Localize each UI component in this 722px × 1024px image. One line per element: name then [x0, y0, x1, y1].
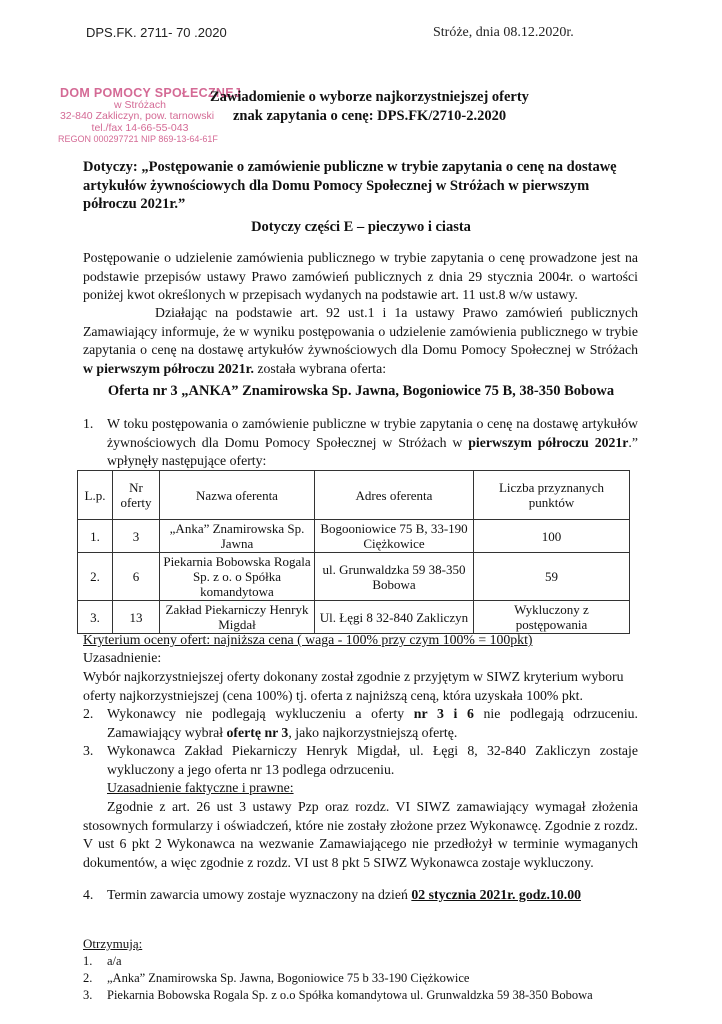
item-text: W toku postępowania o zamówienie publiczne w trybie zapytania o cenę na dostawę artykułów żywnościowych dla Domu Pomocy Społecznej w Stróżach w	[107, 416, 638, 450]
item-text: Wykonawca Zakład Piekarniczy Henryk Migdał, ul. Łęgi 8, 32-840 Zakliczyn zostaje wykluczony a jego oferta nr 13 podlega odrzuceniu.	[107, 743, 638, 777]
intro-p2-text: Działając na podstawie art. 92 ust.1 i 1a ustawy Prawo zamówień publicznych Zamawiający informuje, że w wyniku postępowania o udzielenie zamówienia publicznego w trybie zapytania o cenę na dostawę artykułów żywnościowych dla Domu Pomocy Społecznej w Stróżach	[83, 305, 638, 357]
header-offer-number: Nr oferty	[113, 471, 160, 520]
list-item-2	[83, 705, 638, 742]
cell-offer-number: 13	[113, 601, 160, 634]
table-row	[78, 520, 630, 553]
cell-lp: 3.	[78, 601, 113, 634]
item-text: Termin zawarcia umowy zostaje wyznaczony na dzień	[107, 887, 412, 902]
item-number: 1.	[83, 416, 94, 431]
cell-offer-number: 3	[113, 520, 160, 553]
recipient-number: 3.	[83, 988, 93, 1002]
stamp-line-4: tel./fax 14-66-55-043	[91, 121, 189, 134]
intro-p2-period: w pierwszym półroczu 2021r.	[83, 360, 254, 376]
recipient-text: Piekarnia Bobowska Rogala Sp. z o.o Spółka komandytowa ul. Grunwaldzka 59 38-350 Bobowa	[107, 988, 593, 1002]
inquiry-reference: znak zapytania o cenę: DPS.FK/2710-2.2020	[233, 108, 507, 124]
offers-table	[77, 470, 630, 634]
document-reference: DPS.FK. 2711- 70 .2020	[86, 25, 227, 40]
item-bold: ofertę nr 3	[226, 724, 289, 740]
recipient-item	[83, 971, 469, 986]
item-bold: nr 3 i 6	[413, 706, 474, 721]
cell-points: 59	[474, 553, 630, 601]
evaluation-criterion: Kryterium oceny ofert: najniższa cena ( waga - 100% przy czym 100% = 100pkt)	[83, 632, 533, 647]
item-bold: pierwszym półroczu 2021r	[468, 434, 629, 450]
recipient-text: „Anka” Znamirowska Sp. Jawna, Bogoniowice 75 b 33-190 Ciężkowice	[107, 971, 470, 985]
header-bidder-address: Adres oferenta	[315, 471, 474, 520]
header-bidder-name: Nazwa oferenta	[160, 471, 315, 520]
legal-justification-text: Zgodnie z art. 26 ust 3 ustawy Pzp oraz rozdz. VI SIWZ zamawiający wymagał złożenia stosownych formularzy i oświadczeń, które nie zostały złożone przez Wykonawcę. Zgodnie z rozdz. V ust 6 pkt 2 Wykonawca na wezwanie Zamawiającego nie przedłożył w terminie wymaganych dokumentów, a więc zgodnie z rozdz. VI ust 8 pkt 5 SIWZ Wykonawca zostaje wykluczony.	[83, 799, 638, 870]
stamp-line-2: w Stróżach	[114, 98, 166, 111]
header-points: Liczba przyznanych punktów	[474, 471, 630, 520]
intro-paragraph-2	[83, 304, 638, 378]
recipients-heading: Otrzymują:	[83, 936, 143, 951]
table-row	[78, 601, 630, 634]
stamp-line-5: REGON 000297721 NIP 869-13-64-61F	[58, 134, 218, 144]
list-item-3	[83, 742, 638, 798]
cell-bidder-name: Zakład Piekarniczy Henryk Migdał	[160, 601, 315, 634]
cell-bidder-name: „Anka” Znamirowska Sp. Jawna	[160, 520, 315, 553]
item-number: 2.	[83, 706, 94, 721]
header-lp: L.p.	[78, 471, 113, 520]
item-text-end: .” wpłynęły następujące oferty:	[107, 434, 638, 468]
item-text: Wykonawcy nie podlegają wykluczeniu a oferty	[107, 706, 414, 721]
cell-points: 100	[474, 520, 630, 553]
intro-p2-end: została wybrana oferta:	[253, 360, 387, 376]
recipient-number: 2.	[83, 971, 93, 985]
cell-bidder-address: ul. Grunwaldzka 59 38-350 Bobowa	[315, 553, 474, 601]
cell-bidder-address: Ul. Łęgi 8 32-840 Zakliczyn	[315, 601, 474, 634]
legal-justification-heading: Uzasadnienie faktyczne i prawne:	[107, 780, 294, 795]
intro-paragraph-1: Postępowanie o udzielenie zamówienia publicznego w trybie zapytania o cenę prowadzone jest na podstawie przepisów ustawy Prawo zamówień publicznych z dnia 29 stycznia 2004r. o wartości poniżej kwot określonych w przepisach wydanych na podstawie art. 11 ust.8 w/w ustawy.	[83, 250, 638, 302]
place-date: Stróże, dnia 08.12.2020r.	[433, 25, 574, 40]
selected-offer: Oferta nr 3 „ANKA” Znamirowska Sp. Jawna, Bogoniowice 75 B, 38-350 Bobowa	[107, 383, 615, 399]
recipient-item	[83, 988, 593, 1003]
cell-offer-number: 6	[113, 553, 160, 601]
cell-lp: 2.	[78, 553, 113, 601]
recipient-text: a/a	[107, 954, 122, 968]
contract-date: 02 stycznia 2021r. godz.10.00	[411, 887, 582, 902]
table-row	[78, 553, 630, 601]
justification-text: Wybór najkorzystniejszej oferty dokonany został zgodnie z przyjętym w SIWZ kryterium wyboru oferty najkorzystniejszej (cena 100%) tj. oferta z najniższą ceną, która uzyskała 100% pkt.	[83, 669, 624, 703]
item-number: 4.	[83, 887, 94, 902]
stamp-line-3: 32-840 Zakliczyn, pow. tarnowski	[59, 110, 215, 122]
list-item-1	[83, 415, 638, 471]
recipient-item	[83, 954, 122, 969]
justification-label: Uzasadnienie:	[83, 650, 162, 665]
recipient-number: 1.	[83, 954, 93, 968]
cell-bidder-name: Piekarnia Bobowska Rogala Sp. z o. o Spółka komandytowa	[160, 553, 315, 601]
list-item-4	[83, 886, 638, 905]
subject: Dotyczy: „Postępowanie o zamówienie publiczne w trybie zapytania o cenę na dostawę artykułów żywnościowych dla Domu Pomocy Społecznej w Stróżach w pierwszym półroczu 2021r.”	[83, 159, 617, 212]
stamp-line-1: DOM POMOCY SPOŁECZNEJ	[60, 86, 242, 100]
document-title: Zawiadomienie o wyborze najkorzystniejszej oferty	[210, 89, 529, 105]
cell-bidder-address: Bogooniowice 75 B, 33-190 Ciężkowice	[315, 520, 474, 553]
institution-stamp	[58, 86, 242, 146]
cell-lp: 1.	[78, 520, 113, 553]
item-number: 3.	[83, 743, 94, 758]
part-heading: Dotyczy części E – pieczywo i ciasta	[251, 219, 471, 235]
cell-points: Wykluczony z postępowania	[474, 601, 630, 634]
item-text: , jako najkorzystniejszą ofertę.	[288, 724, 458, 740]
table-header-row	[78, 471, 630, 520]
item-text: nie podlegają odrzuceniu. Zamawiający wybrał	[107, 706, 638, 740]
